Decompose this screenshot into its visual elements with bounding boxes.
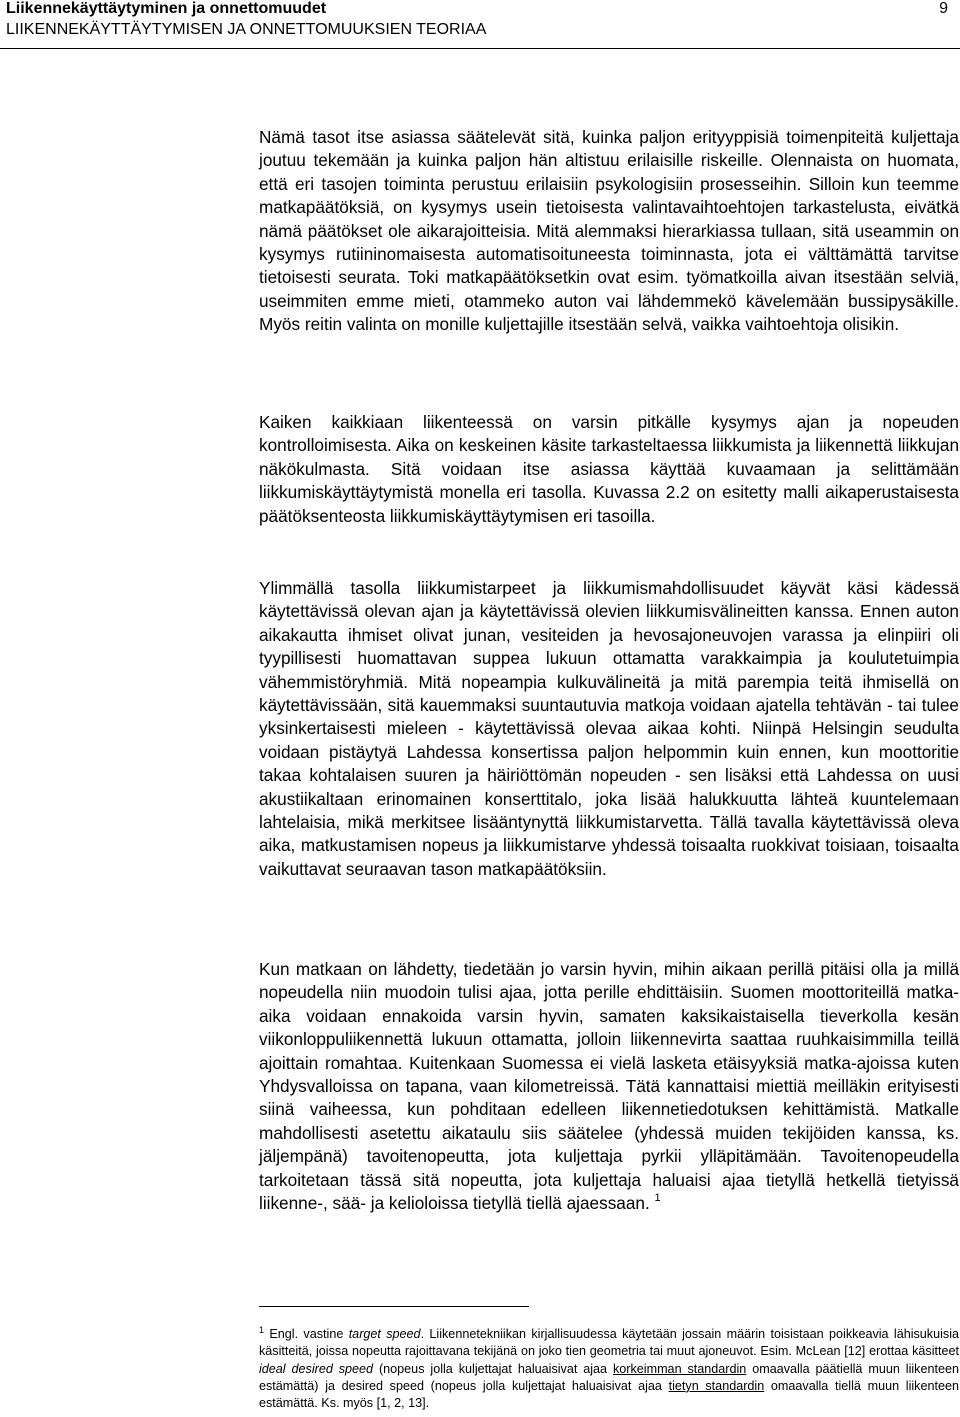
page-number: 9 <box>939 0 948 17</box>
footnote-term-target-speed: target speed <box>348 1327 421 1341</box>
body-paragraph-4 <box>259 958 959 1215</box>
footnote-underline-1: korkeimman standardin <box>612 1361 747 1376</box>
footnote-reference[interactable]: 1 <box>654 1192 661 1205</box>
footnote-underline-2: tietyn standardin <box>668 1378 765 1393</box>
running-subtitle: LIIKENNEKÄYTTÄYTYMISEN JA ONNETTOMUUKSIEN TEORIAA <box>6 21 487 38</box>
body-paragraph-4-text: Kun matkaan on lähdetty, tiedetään jo varsin hyvin, mihin aikaan perillä pitäisi olla ja millä nopeudella niin muodoin tulisi ajaa, jotta perille ehdittäisiin. Suomen moottoriteillä matka-aika voidaan ennakoida varsin hyvin, samaten kaksikaistaisella tieverkolla kesän viikonloppuliikennettä lukuun ottamatta, jolloin liikennevirta saattaa ruuhkaisimmilla teillä ajoittain romahtaa. Kuitenkaan Suomessa ei vielä lasketa etäisyyksiä matka-ajoissa kuten Yhdysvalloissa on tapana, vaan kilometreissä. Tätä kannattaisi miettiä meilläkin erityisesti siinä vaiheessa, kun pohditaan edelleen liikennetiedotuksen kehittämistä. Matkalle mahdollisesti asetettu aikataulu siis säätelee (yhdessä muiden tekijöiden kanssa, ks. jäljempänä) tavoitenopeutta, jota kuljettaja pyrkii ylläpitämään. Tavoitenopeudella tarkoitetaan tässä sitä nopeutta, jota kuljettaja haluaisi ajaa tietyllä hetkellä tietyissä liikenne-, sää- ja kelioloissa tietyllä tiellä ajaessaan. <box>259 959 959 1214</box>
body-paragraph-2: Kaiken kaikkiaan liikenteessä on varsin pitkälle kysymys ajan ja nopeuden kontrolloimisesta. Aika on keskeinen käsite tarkasteltaessa liikkumista ja liikennettä liikkujan näkökulmasta. Sitä voidaan itse asiassa käyttää kuvaamaan ja selittämään liikkumiskäyttäytymistä monella eri tasolla. Kuvassa 2.2 on esitetty malli aikaperustaisesta päätöksenteosta liikkumiskäyttäytymisen eri tasoilla. <box>259 412 959 526</box>
footnote-text-3: (nopeus jolla kuljettajat haluaisivat ajaa <box>373 1361 613 1376</box>
body-paragraph-1: Nämä tasot itse asiassa säätelevät sitä, kuinka paljon erityyppisiä toimenpiteitä kuljettaja joutuu tekemään ja kuinka paljon hän altistuu erilaisille riskeille. Olennaista on huomata, että eri tasojen toiminta perustuu erilaisiin psykologisiin prosesseihin. Silloin kun teemme matkapäätöksiä, on kysymys usein tietoisesta valintavaihtoehtojen tarkastelusta, eivätkä nämä päätökset ole aikarajoitteisia. Mitä alemmaksi hierarkiassa tullaan, sitä useammin on kysymys rutiininomaisesta automatisoituneesta toiminnasta, jota ei välttämättä tarvitse tietoisesti seurata. Toki matkapäätöksetkin ovat esim. työmatkoilla aivan itsestään selviä, useimmiten emme mieti, otammeko auton vai lähdemmekö kävelemään bussipysäkille. Myös reitin valinta on monille kuljettajille itsestään selvä, vaikka vaihtoehtoja olisikin. <box>259 127 959 335</box>
footnote-term-ideal-desired-speed: ideal desired speed <box>259 1361 374 1376</box>
footnote-text-5: omaavalla tiellä muun liikenteen estämättä. Ks. myös [1, 2, 13]. <box>259 1378 959 1411</box>
footnote-text-2: . Liikennetekniikan kirjallisuudessa käytetään jossain määrin toisistaan poikkeavia lähisukuisia käsitteitä, joissa nopeutta rajoittavana tekijänä on joko tien geometria tai muut ajoneuvot. Esim. McLean [12] erottaa käsitteet <box>259 1327 959 1359</box>
footnote-text-4: omaavalla päätiellä muun liikenteen estämättä) ja desired speed (nopeus jolla kuljettajat haluaisivat ajaa <box>259 1361 959 1393</box>
footnote-separator <box>259 1306 529 1307</box>
footnote-marker: 1 <box>259 1325 265 1335</box>
body-paragraph-3: Ylimmällä tasolla liikkumistarpeet ja liikkumismahdollisuudet käyvät käsi kädessä käytettävissä olevan ajan ja käytettävissä olevien liikkumisvälineitten kanssa. Ennen auton aikakautta ihmiset olivat junan, vesiteiden ja hevosajoneuvojen varassa ja elinpiiri oli tyypillisesti huomattavan suppea lukuun ottamatta varakkaimpia ja koulutetuimpia vähemmistöryhmiä. Mitä nopeampia kulkuvälineitä ja mitä parempia teitä ihmisellä on käytettävissään, sitä kauemmaksi suuntautuvia matkoja voidaan ajatella tehtävän - tai tulee yksinkertaisesti mieleen - käytettävissä olevaa aikaa kohti. Niinpä Helsingin seudulta voidaan pistäytyä Lahdessa konsertissa paljon helpommin kuin ennen, kun moottoritie takaa kohtalaisen suuren ja häiriöttömän nopeuden - sen lisäksi että Lahdessa on uusi akustiikaltaan erinomainen konserttitalo, joka lisää halukkuutta lähteä kuuntelemaan lahtelaisia, mikä merkitsee lisääntynyttä liikkumistarvetta. Tällä tavalla käytettävissä oleva aika, matkustamisen nopeus ja liikkumistarve yhdessä toisaalta ruokkivat toisiaan, toisaalta vaikuttavat seuraavan tason matkapäätöksiin. <box>259 578 959 879</box>
running-title: Liikennekäyttäytyminen ja onnettomuudet <box>6 0 327 17</box>
footnote <box>259 1326 959 1412</box>
page-header <box>0 0 960 49</box>
footnote-text-1: Engl. vastine <box>269 1327 349 1341</box>
